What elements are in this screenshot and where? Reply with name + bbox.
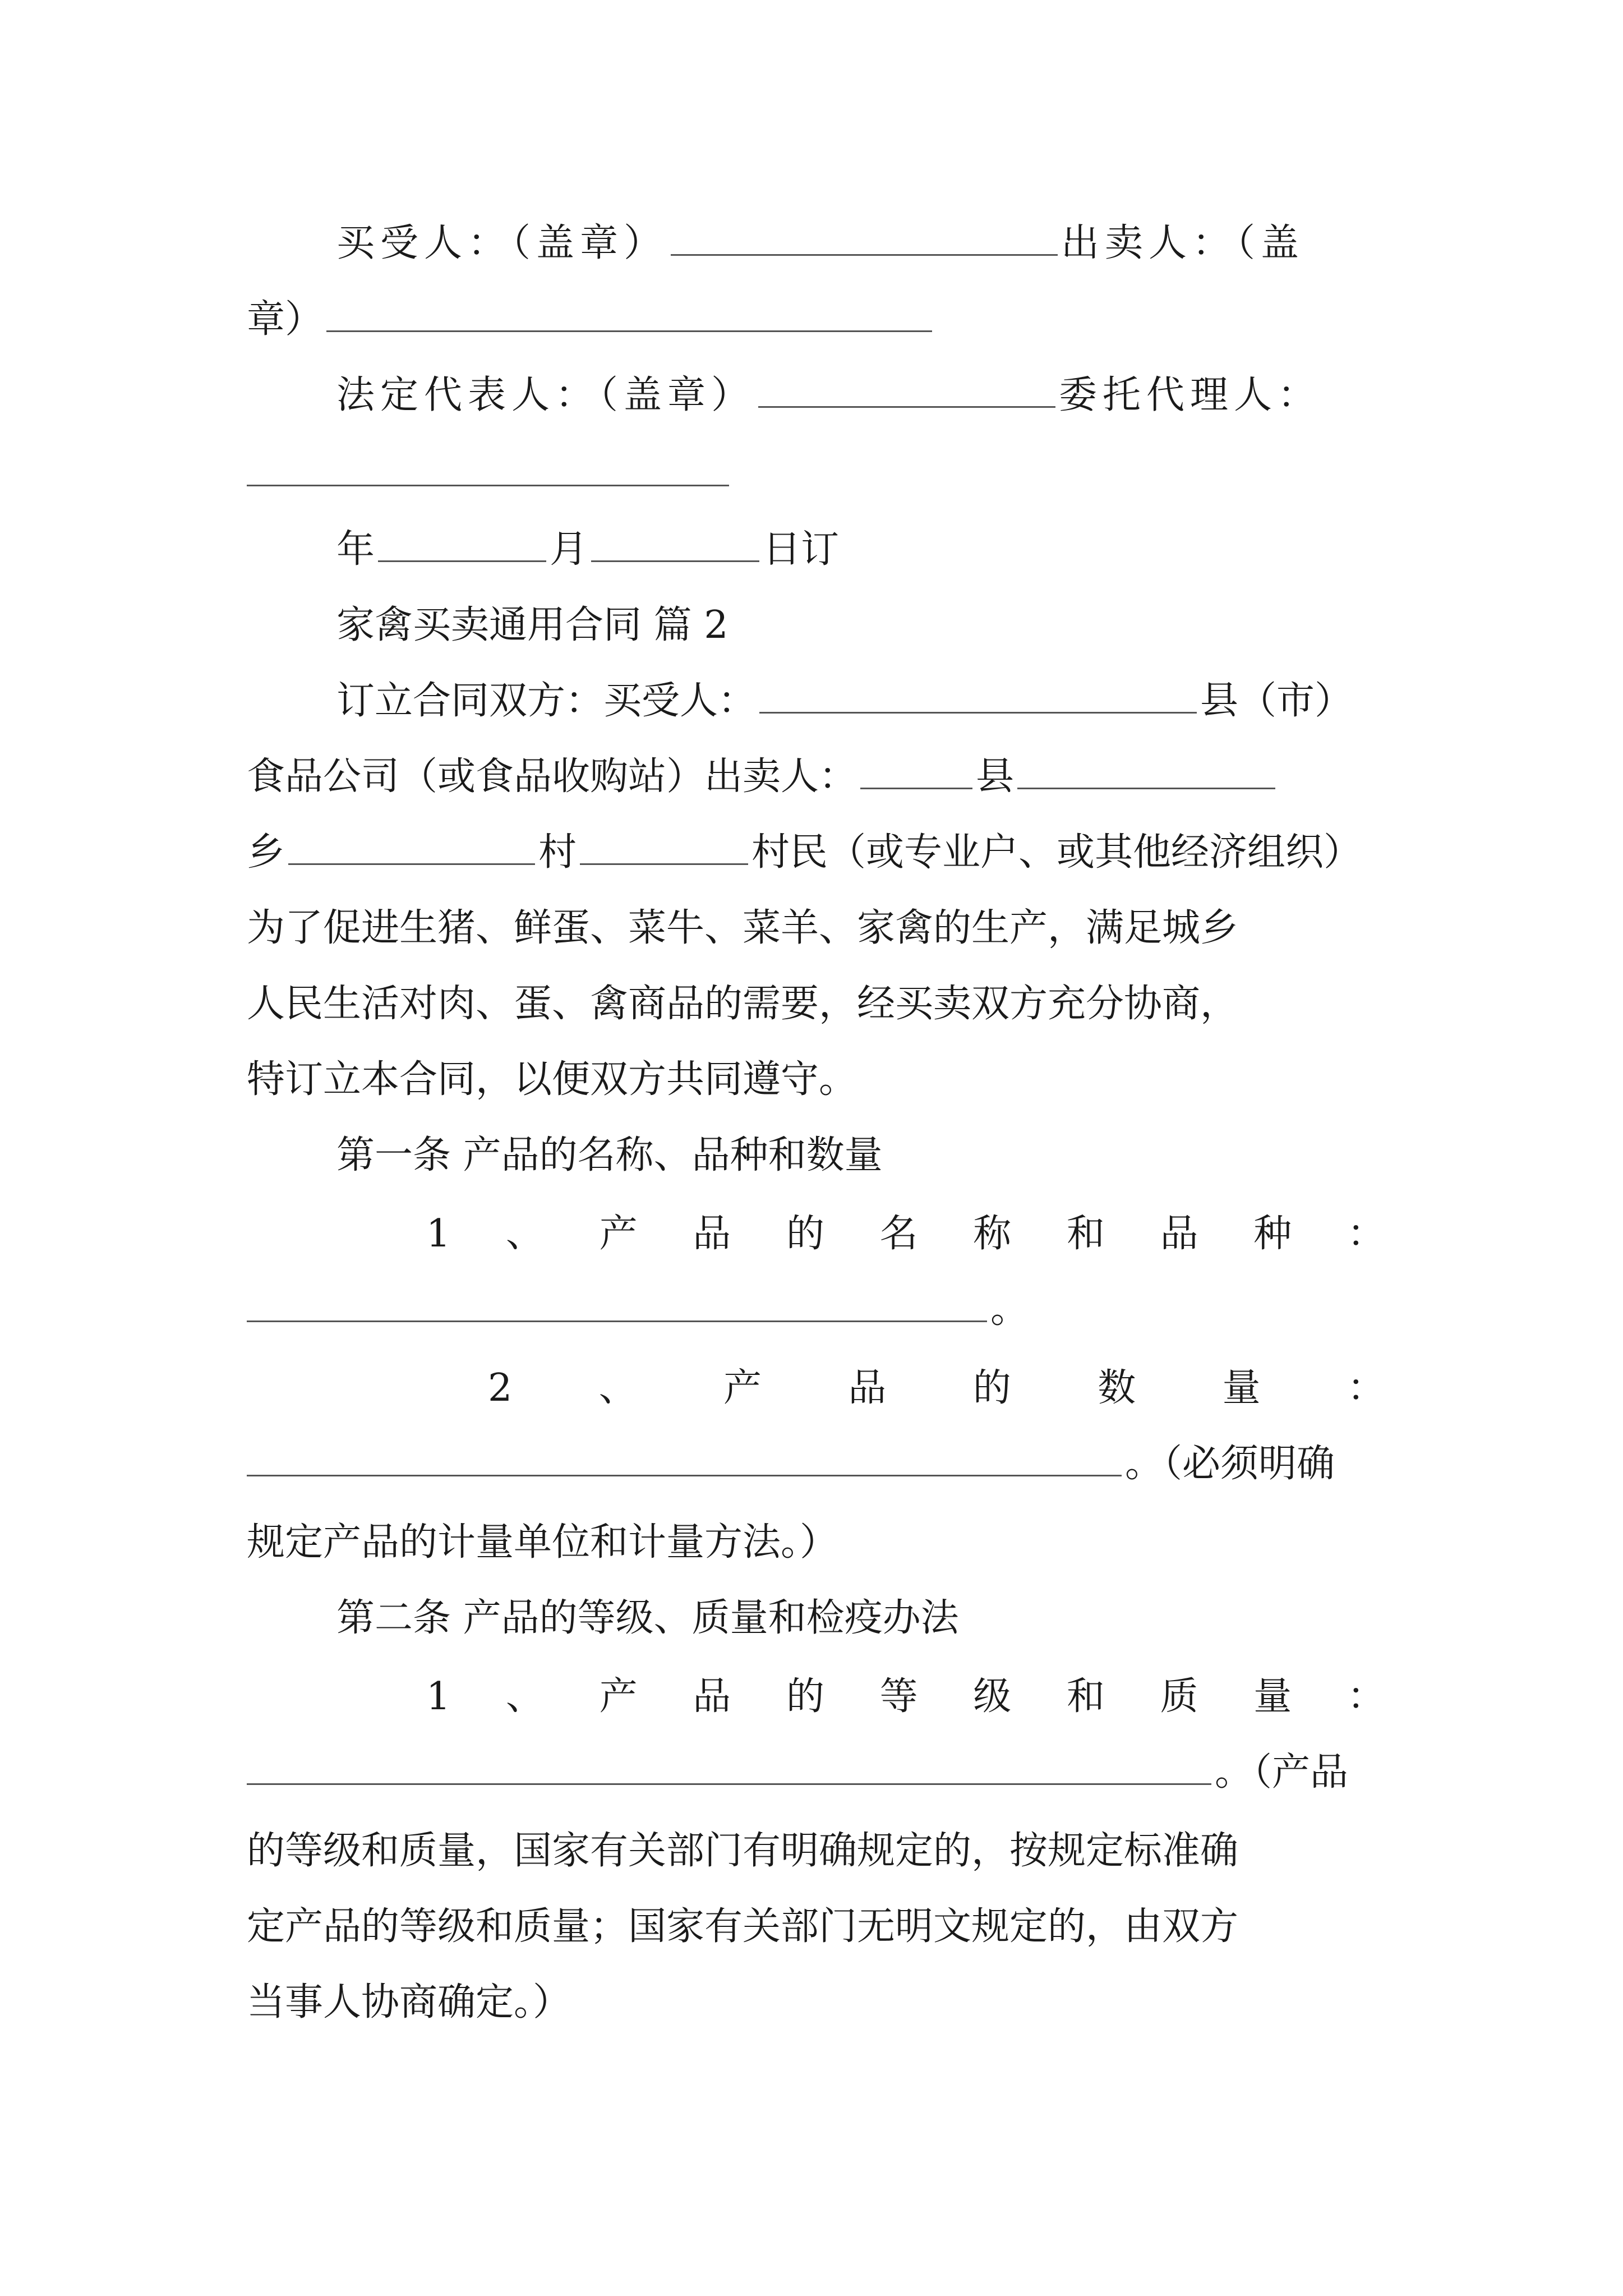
township-label: 乡 xyxy=(247,830,285,875)
buyer-seal-label: 买受人：（盖章） xyxy=(336,221,668,265)
item-char: 和 xyxy=(1066,1212,1105,1256)
article2-note-line: 的等级和质量，国家有关部门有明确规定的，按规定标准确 xyxy=(247,1829,1239,1873)
month-blank xyxy=(378,526,546,562)
article2-item1-line xyxy=(336,1669,1385,1725)
item-char: 的 xyxy=(786,1674,824,1719)
item-char: 品 xyxy=(693,1674,731,1719)
item-char: 2 xyxy=(488,1366,513,1410)
article1-title: 第一条 产品的名称、品种和数量 xyxy=(336,1133,883,1177)
item-char: 产 xyxy=(599,1212,638,1256)
item-char: ： xyxy=(1347,1212,1385,1256)
item-char: 产 xyxy=(599,1674,638,1719)
agent-label: 委托代理人： xyxy=(1059,373,1322,417)
buyer-seller-signature-line xyxy=(336,215,1385,272)
article2-note-line: 定产品的等级和质量；国家有关部门无明文规定的，由双方 xyxy=(247,1904,1239,1949)
item-char: 品 xyxy=(1160,1212,1198,1256)
date-year: 年 xyxy=(336,527,375,572)
contract-heading: 家禽买卖通用合同 篇 2 xyxy=(336,603,728,647)
item1-note: 。（产品 xyxy=(1215,1750,1349,1795)
seller-seal-label-end: 章） xyxy=(247,297,324,342)
legal-rep-blank xyxy=(758,371,1055,408)
item-char: 称 xyxy=(973,1212,1012,1256)
intro-line: 为了促进生猪、鲜蛋、菜牛、菜羊、家禽的生产，满足城乡 xyxy=(247,906,1239,950)
date-month: 月 xyxy=(550,527,588,572)
item-char: 量 xyxy=(1222,1366,1261,1410)
item2-note: 。（必须明确 xyxy=(1125,1442,1335,1486)
township-blank xyxy=(288,829,535,865)
item-char: ： xyxy=(1347,1366,1385,1410)
item-char: 的 xyxy=(972,1366,1011,1410)
buyer-seal-blank xyxy=(671,219,1058,256)
item-char: 等 xyxy=(879,1674,918,1719)
village-label: 村 xyxy=(538,830,577,875)
intro-line: 人民生活对肉、蛋、禽商品的需要，经买卖双方充分协商， xyxy=(247,982,1239,1026)
product-grade-blank xyxy=(247,1749,1211,1785)
article1-item2-line xyxy=(336,1360,1385,1416)
county-city-label: 县（市） xyxy=(1200,679,1353,723)
item-char: 级 xyxy=(973,1674,1012,1719)
article2-item1-blank-line xyxy=(247,1745,1385,1801)
article1-item1-blank-line xyxy=(247,1282,1385,1338)
product-name-blank xyxy=(247,1286,987,1322)
item-char: 、 xyxy=(598,1366,637,1410)
item-char: 的 xyxy=(786,1212,824,1256)
parties-line xyxy=(336,673,1385,729)
villager-label: 村民（或专业户、或其他经济组织） xyxy=(751,830,1362,875)
village-blank xyxy=(580,829,748,865)
item-char: 量 xyxy=(1253,1674,1292,1719)
item1-end: 。 xyxy=(990,1287,1029,1332)
buyer-rest-label: 食品公司（或食品收购站）出卖人： xyxy=(247,754,857,799)
item-char: 1 xyxy=(426,1212,451,1256)
county-label: 县 xyxy=(976,754,1015,799)
parties-label: 订立合同双方：买受人： xyxy=(336,679,757,723)
date-line xyxy=(336,522,1385,578)
article1-item2-blank-line xyxy=(247,1436,1385,1492)
agent-blank-line xyxy=(247,446,1385,502)
article2-title: 第二条 产品的等级、质量和检疫办法 xyxy=(336,1596,959,1640)
buyer-rest-line xyxy=(247,749,1385,805)
seller-address-line xyxy=(247,825,1385,881)
item-char: 产 xyxy=(723,1366,762,1410)
agent-blank xyxy=(247,450,729,486)
seller-seal-blank xyxy=(326,296,932,332)
item-char: 和 xyxy=(1066,1674,1105,1719)
item-char: 、 xyxy=(505,1212,544,1256)
legal-rep-label: 法定代表人：（盖章） xyxy=(336,373,755,417)
legal-rep-line xyxy=(336,367,1385,424)
seller-township-blank xyxy=(1017,753,1275,789)
article1-item1-line xyxy=(336,1206,1385,1262)
item-char: ： xyxy=(1347,1674,1385,1719)
article1-item2-note-line: 规定产品的计量单位和计量方法。） xyxy=(247,1520,838,1565)
item-char: 数 xyxy=(1098,1366,1136,1410)
seller-seal-label: 出卖人：（盖 xyxy=(1061,221,1305,265)
item-char: 名 xyxy=(879,1212,918,1256)
item-char: 、 xyxy=(505,1674,544,1719)
buyer-county-blank xyxy=(759,677,1197,714)
article2-note-line: 当事人协商确定。） xyxy=(247,1980,571,2024)
seller-seal-line xyxy=(247,292,1385,348)
intro-line: 特订立本合同，以便双方共同遵守。 xyxy=(247,1057,857,1102)
date-day: 日订 xyxy=(763,527,840,572)
product-quantity-blank xyxy=(247,1440,1122,1476)
item-char: 1 xyxy=(426,1674,451,1719)
item-char: 质 xyxy=(1160,1674,1198,1719)
seller-county-blank xyxy=(860,753,972,789)
day-blank xyxy=(591,526,759,562)
item-char: 种 xyxy=(1253,1212,1292,1256)
item-char: 品 xyxy=(848,1366,887,1410)
item-char: 品 xyxy=(693,1212,731,1256)
